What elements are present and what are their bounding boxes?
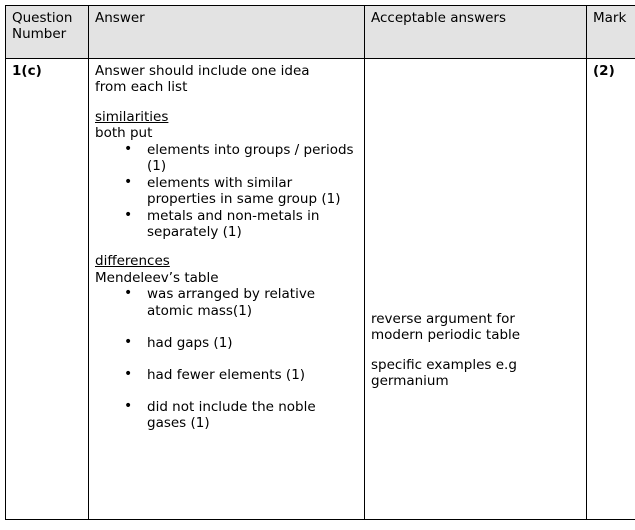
column-header-answer: Answer [89, 6, 365, 59]
acceptable-answer-line-4: germanium [371, 373, 449, 390]
spacer [371, 344, 581, 357]
similarities-heading: similarities [95, 108, 169, 125]
acceptable-answer-line-2: modern periodic table [371, 327, 521, 344]
list-item: • metals and non-metals in separately (1) [95, 208, 359, 241]
mark-value: (2) [593, 63, 615, 79]
list-item: • had fewer elements (1) [95, 367, 359, 383]
cell-answer [89, 59, 365, 520]
cell-mark [587, 59, 635, 520]
list-item: • was arranged by relative atomic mass(1) [95, 286, 359, 319]
similarities-lead: both put [95, 125, 153, 142]
answer-intro-line-2: from each list [95, 79, 188, 96]
differences-list [95, 286, 359, 431]
acceptable-answer-line-1: reverse argument for [371, 311, 515, 327]
acceptable-answer-line-3: specific examples e.g [371, 356, 517, 373]
cell-question-number [6, 59, 89, 520]
list-item: • had gaps (1) [95, 335, 359, 351]
question-number-label: 1(c) [12, 63, 42, 79]
answer-intro-line-1: Answer should include one idea [95, 63, 310, 79]
differences-heading: differences [95, 253, 170, 270]
spacer [371, 63, 581, 311]
similarities-list [95, 142, 359, 241]
spacer [95, 241, 359, 254]
list-item: • did not include the noble gases (1) [95, 399, 359, 432]
column-header-mark: Mark [587, 6, 635, 59]
cell-acceptable-answers [365, 59, 587, 520]
table-header [6, 6, 635, 59]
spacer [95, 96, 359, 109]
mark-scheme-table [5, 5, 635, 520]
table-header-row [6, 6, 635, 59]
table-row [6, 59, 635, 520]
column-header-question-number: Question Number [6, 6, 89, 59]
table-body [6, 59, 635, 520]
list-item: • elements with similar properties in same group (1) [95, 175, 359, 208]
list-item: • elements into groups / periods (1) [95, 142, 359, 175]
column-header-acceptable-answers: Acceptable answers [365, 6, 587, 59]
differences-lead: Mendeleev’s table [95, 269, 219, 286]
